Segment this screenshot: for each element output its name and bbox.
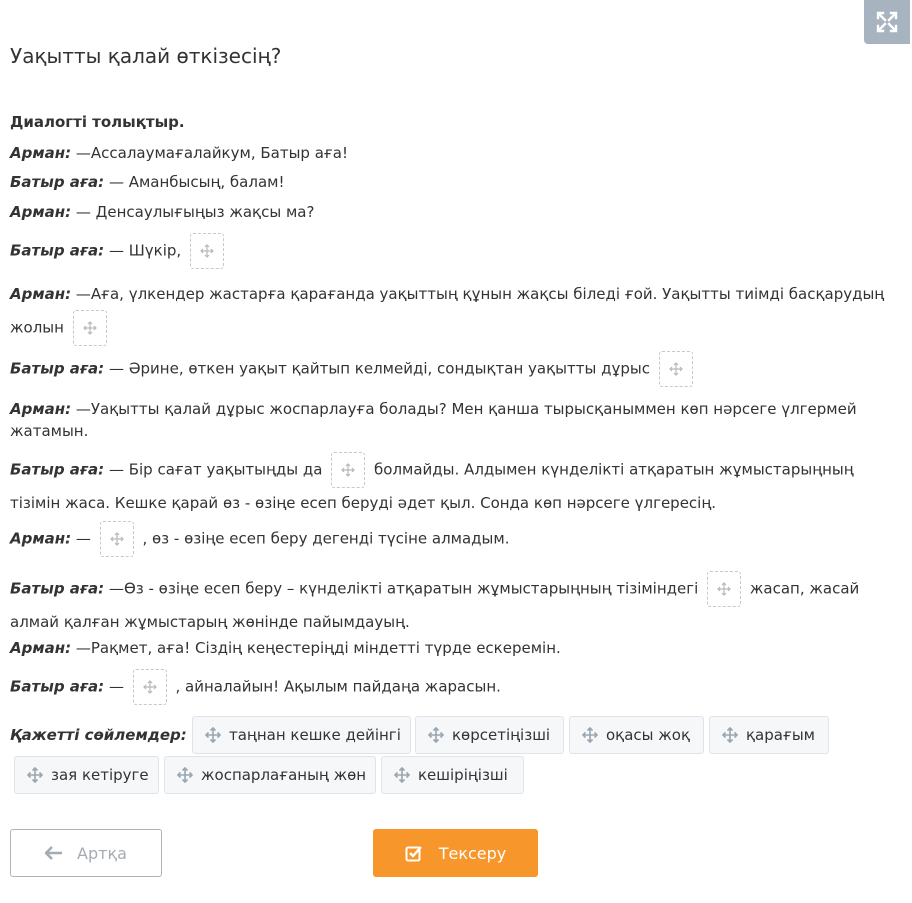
- drop-zone-6[interactable]: [707, 571, 741, 607]
- move-target-icon: [200, 244, 214, 258]
- dialogue-text: — Денсаулығыңыз жақсы ма?: [75, 203, 315, 221]
- drag-move-icon: [27, 767, 43, 783]
- dialogue-line-2: [10, 171, 284, 193]
- back-button[interactable]: [10, 829, 162, 877]
- move-target-icon: [143, 680, 157, 694]
- speaker-arman: Арман:: [10, 639, 72, 657]
- option-label: кешіріңізші: [418, 766, 508, 784]
- drag-move-icon: [582, 727, 598, 743]
- move-target-icon: [717, 582, 731, 596]
- drop-zone-4[interactable]: [331, 452, 365, 488]
- dialogue-text: , өз - өзіңе есеп беру дегенді түсіне алмадым.: [142, 529, 510, 548]
- dialogue-line-9: [10, 521, 509, 557]
- drag-move-icon: [722, 727, 738, 743]
- move-target-icon: [669, 362, 683, 376]
- drop-zone-7[interactable]: [133, 669, 167, 705]
- dialogue-text: —Өз - өзіңе есеп беру – күнделікті атқаратын жұмыстарыңның тізіміндегі: [108, 579, 699, 598]
- dialogue-text: , айналайын! Ақылым пайдаңа жарасын.: [175, 677, 501, 696]
- instruction: Диалогті толықтыр.: [10, 113, 185, 131]
- dialogue-text: —: [108, 677, 124, 696]
- speaker-arman: Арман:: [10, 529, 72, 548]
- dialogue-line-6: [10, 351, 697, 387]
- drag-move-icon: [428, 727, 444, 743]
- drop-zone-3[interactable]: [659, 351, 693, 387]
- drop-zone-1[interactable]: [190, 233, 224, 269]
- dialogue-text: —Аға, үлкендер жастарға қарағанда уақыттың құнын жақсы біледі ғой. Уақытты тиімді басқарудың жолын: [10, 285, 885, 337]
- speaker-arman: Арман:: [10, 144, 72, 162]
- option-chip[interactable]: [164, 756, 376, 794]
- speaker-batyr: Батыр аға:: [10, 241, 105, 260]
- dialogue-line-1: [10, 142, 348, 164]
- dialogue-text: жаса. Кешке қарай өз - өзіңе есеп беруді әдет қыл. Сонда көп нәрсеге үлгересің.: [65, 494, 717, 512]
- fullscreen-button[interactable]: [864, 0, 910, 44]
- speaker-arman: Арман:: [10, 285, 72, 303]
- option-chip[interactable]: [709, 716, 829, 754]
- dialogue-line-3: [10, 201, 314, 223]
- option-chip[interactable]: [569, 716, 704, 754]
- drag-move-icon: [205, 727, 221, 743]
- drag-move-icon: [394, 767, 410, 783]
- move-target-icon: [110, 532, 124, 546]
- option-chip[interactable]: [192, 716, 411, 754]
- option-label: жоспарлағаның жөн: [201, 766, 367, 784]
- dialogue-text: —Ассалаумағалайкум, Батыр аға!: [75, 144, 348, 162]
- dialogue-line-11: [10, 637, 561, 659]
- speaker-batyr: Батыр аға:: [10, 173, 105, 191]
- option-label: таңнан кешке дейінгі: [229, 726, 401, 744]
- dialogue-line-8: [10, 452, 890, 519]
- option-label: көрсетіңізші: [452, 726, 551, 744]
- option-chip[interactable]: [14, 756, 159, 794]
- dialogue-text: —: [75, 529, 91, 548]
- dialogue-line-12: [10, 669, 501, 705]
- dialogue-line-5: [10, 279, 890, 346]
- page-title: Уақытты қалай өткізесің?: [10, 44, 282, 68]
- option-chip[interactable]: [415, 716, 564, 754]
- dialogue-text: — Бір сағат уақытыңды да: [108, 460, 323, 479]
- move-target-icon: [83, 321, 97, 335]
- options-label: Қажетті сөйлемдер:: [10, 726, 187, 744]
- dialogue-text: — Әрине, өткен уақыт қайтып келмейді, сондықтан уақытты дұрыс: [108, 359, 650, 378]
- speaker-batyr: Батыр аға:: [10, 460, 105, 479]
- move-target-icon: [341, 463, 355, 477]
- dialogue-text: —Уақытты қалай дұрыс жоспарлауға болады? Мен қанша тырысқаныммен көп нәрсеге үлгермей жатамын.: [10, 400, 857, 440]
- expand-icon: [875, 10, 899, 34]
- drop-zone-5[interactable]: [100, 521, 134, 557]
- drag-move-icon: [177, 767, 193, 783]
- speaker-arman: Арман:: [10, 400, 72, 418]
- dialogue-text: — Шүкір,: [108, 241, 182, 260]
- option-label: зая кетіруге: [51, 766, 149, 784]
- dialogue-text: қалған жұмыстарың жөнінде пайымдауың.: [63, 613, 410, 631]
- option-label: оқасы жоқ: [606, 726, 691, 744]
- speaker-batyr: Батыр аға:: [10, 579, 105, 598]
- speaker-arman: Арман:: [10, 203, 72, 221]
- arrow-left-icon: [45, 846, 63, 860]
- dialogue-text: болмайды. Алдымен күнделікті атқаратын жұмыстарыңның тізімін: [10, 460, 854, 512]
- check-button-label: Тексеру: [438, 843, 507, 863]
- dialogue-line-10: [10, 571, 890, 638]
- speaker-batyr: Батыр аға:: [10, 677, 105, 696]
- speaker-batyr: Батыр аға:: [10, 359, 105, 378]
- dialogue-text: —Рақмет, аға! Сіздің кеңестеріңді міндетті түрде ескеремін.: [75, 639, 561, 657]
- dialogue-text: жасап, жасай алмай: [10, 579, 860, 631]
- drop-zone-2[interactable]: [73, 310, 107, 346]
- option-chip[interactable]: [381, 756, 524, 794]
- checkbox-icon: [405, 844, 423, 862]
- dialogue-text: — Аманбысың, балам!: [108, 173, 285, 191]
- dialogue-line-7: [10, 398, 890, 442]
- option-label: қарағым: [746, 726, 815, 744]
- check-button[interactable]: [373, 829, 538, 877]
- back-button-label: Артқа: [77, 843, 127, 863]
- dialogue-line-4: [10, 233, 228, 269]
